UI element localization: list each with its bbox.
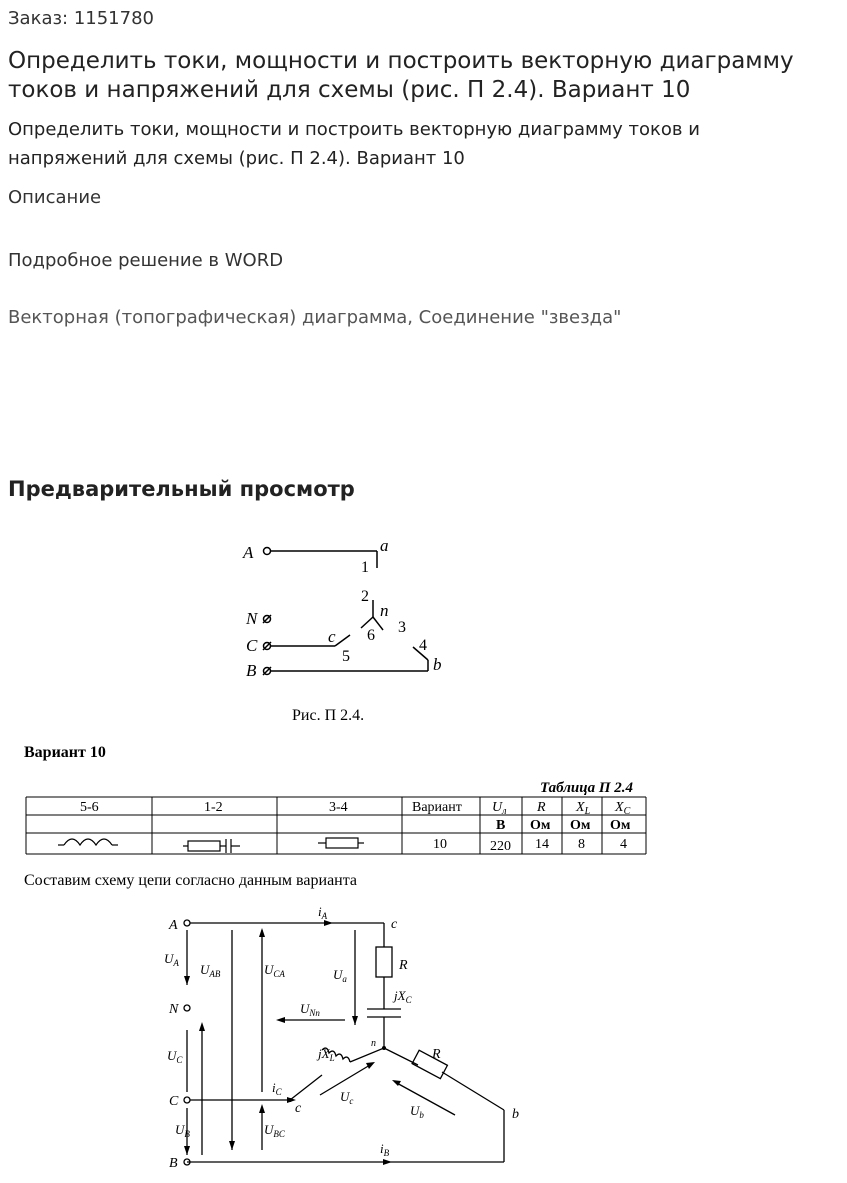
fig2-voltage-ub: $U_B$: [175, 1122, 190, 1139]
table-cell-r: 14: [535, 837, 549, 852]
fig2-node-c: C: [169, 1094, 179, 1109]
table-unit-ohm-xl: Ом: [570, 818, 591, 833]
fig2-voltage-ua-phase: $U_a$: [333, 967, 347, 984]
table-title: Таблица П 2.4: [540, 780, 634, 796]
fig2-voltage-uc-phase: $U_c$: [340, 1089, 354, 1106]
table-header-u: $U_л$: [492, 800, 507, 817]
fig2-voltage-ubc: $U_{BC}$: [264, 1122, 285, 1139]
arrow-ua-icon: [184, 976, 190, 985]
fig1-num-5: 5: [342, 648, 350, 665]
fig1-label-c: C: [246, 636, 258, 655]
figure-2-circuit: [184, 920, 504, 1165]
fig1-num-2: 2: [361, 588, 369, 605]
table-unit-v: В: [496, 818, 506, 833]
fig2-voltage-uc: $U_C$: [167, 1048, 183, 1065]
fig2-label-jxl: $jX_L$: [318, 1046, 335, 1063]
fig2-node-n: N: [169, 1002, 179, 1017]
fig2-label-r2: R: [432, 1047, 441, 1062]
page-subtitle: Определить токи, мощности и построить векторную диаграмму токов и напряжений для схемы (рис. П 2.4). Вариант 10: [8, 119, 700, 169]
table-header-3-4: 3-4: [329, 800, 348, 815]
table-cell-xl: 8: [578, 837, 585, 852]
fig2-current-ib: $i_B$: [380, 1141, 390, 1158]
node-n-icon: [184, 1005, 190, 1011]
fig1-num-1: 1: [361, 559, 369, 576]
arrow-ub-icon: [184, 1146, 190, 1155]
fig1-label-n-small: n: [380, 601, 389, 620]
table-header-r: R: [537, 800, 546, 815]
arrow-uab-icon: [229, 1141, 235, 1150]
resistor-icon-2: [326, 838, 358, 848]
node-c-icon: [184, 1097, 190, 1103]
arrow-ib-icon: [383, 1159, 392, 1165]
fig1-label-b-small: b: [433, 655, 442, 674]
fig2-voltage-ub-phase: $U_b$: [410, 1103, 424, 1120]
arrow-ubc-icon: [259, 1104, 265, 1113]
fig2-voltage-uab: $U_{AB}$: [200, 962, 221, 979]
description-text: Подробное решение в WORD: [8, 250, 284, 271]
fig1-num-3: 3: [398, 619, 406, 636]
fig2-voltage-ua: $U_A$: [164, 951, 179, 968]
fig2-current-ic: $i_C$: [272, 1080, 282, 1097]
fig2-node-n-small: n: [371, 1038, 376, 1049]
fig2-node-a: A: [169, 918, 178, 933]
table-header-5-6: 5-6: [80, 800, 99, 815]
terminal-a-icon: [264, 548, 271, 555]
fig1-label-n: N: [246, 609, 258, 628]
page-title: Определить токи, мощности и построить векторную диаграмму токов и напряжений для схемы (рис. П 2.4). Вариант 10: [8, 48, 794, 103]
fig1-num-6: 6: [367, 627, 375, 644]
arrow-unn-icon: [276, 1017, 285, 1023]
fig1-num-4: 4: [419, 637, 427, 654]
fig2-node-b-right: b: [512, 1107, 519, 1122]
fig2-current-ia: $i_A$: [318, 904, 328, 921]
inductor-icon: [64, 839, 112, 845]
fig2-node-c-top: c: [391, 917, 398, 932]
fig1-label-c-small: c: [328, 627, 336, 646]
order-number: Заказ: 1151780: [8, 8, 154, 29]
table-header-xl: $X_L$: [576, 800, 591, 817]
fig2-voltage-unn: $U_{Nn}$: [300, 1001, 320, 1018]
compose-text: Составим схему цепи согласно данным варианта: [24, 872, 358, 889]
fig2-voltage-uca: $U_{CA}$: [264, 962, 285, 979]
node-n-junction-icon: [382, 1046, 386, 1050]
fig2-node-c-mid: c: [295, 1101, 302, 1116]
fig1-label-a-small: a: [380, 536, 389, 555]
node-c-junction-icon: [288, 1098, 292, 1102]
fig2-label-r1: R: [399, 958, 408, 973]
table-unit-ohm-r: Ом: [530, 818, 551, 833]
arrow-uc-icon: [199, 1022, 205, 1031]
variant-heading: Вариант 10: [24, 744, 106, 761]
fig1-label-b: B: [246, 661, 257, 680]
preview-heading: Предварительный просмотр: [8, 477, 355, 501]
table-unit-ohm-xc: Ом: [610, 818, 631, 833]
description-heading: Описание: [8, 187, 102, 208]
node-a-icon: [184, 920, 190, 926]
table-cell-xc: 4: [620, 837, 627, 852]
resistor-r1-icon: [376, 947, 392, 977]
arrow-uca-icon: [259, 928, 265, 937]
fig1-caption: Рис. П 2.4.: [292, 707, 365, 724]
resistor-icon: [188, 841, 220, 851]
fig2-label-jxc: $jX_C$: [394, 988, 412, 1005]
table-cell-variant: 10: [433, 837, 447, 852]
table-header-xc: $X_C$: [615, 800, 631, 817]
arrow-uc-phase-icon: [366, 1062, 375, 1069]
fig1-label-a: A: [243, 543, 254, 562]
table-header-1-2: 1-2: [204, 800, 223, 815]
table-cell-u: 220: [490, 839, 511, 854]
table-header-variant: Вариант: [412, 800, 462, 815]
arrow-ua-phase-icon: [352, 1016, 358, 1025]
tags-text: Векторная (топографическая) диаграмма, Соединение "звезда": [8, 307, 622, 328]
fig2-node-b: B: [169, 1156, 178, 1171]
